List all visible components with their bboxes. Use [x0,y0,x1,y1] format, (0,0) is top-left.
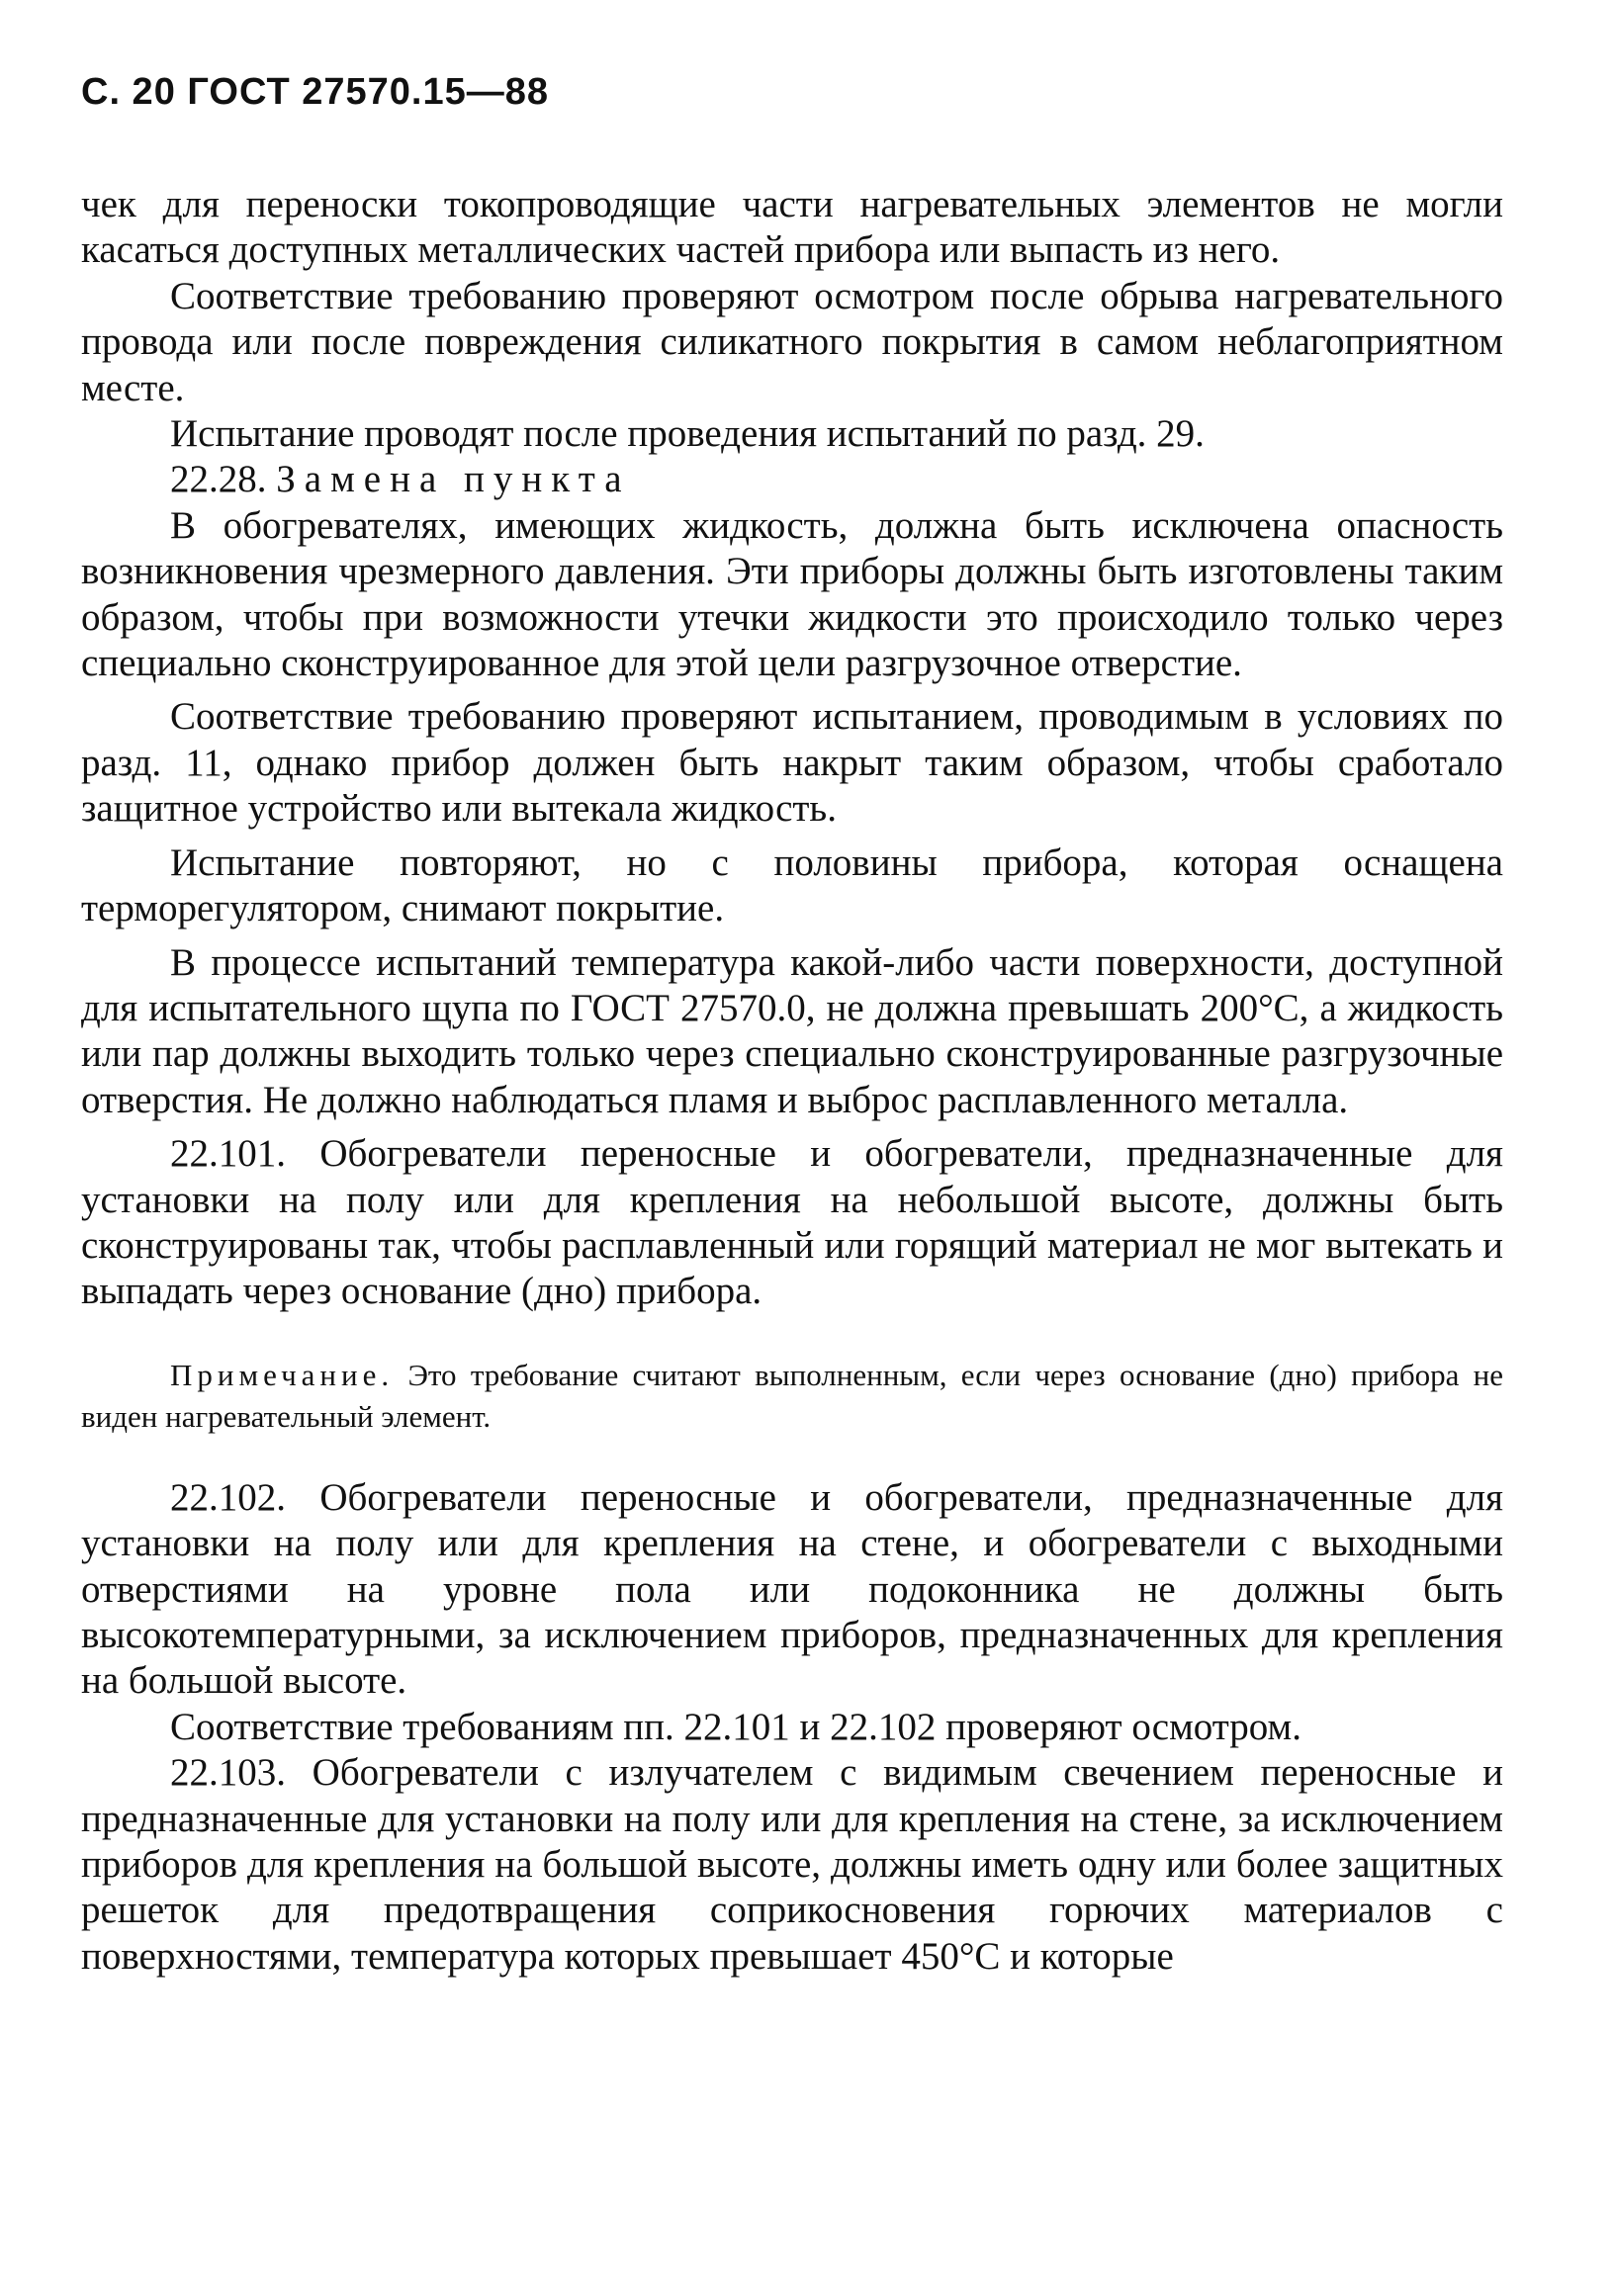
paragraph-compliance-test: Соответствие требованию проверяют испытанием, проводимым в условиях по разд. 11, однако прибор должен быть накрыт таким образом, чтобы сработало защитное устройство или вытекала жидкость. [81,695,1503,831]
paragraph-22-103: 22.103. Обогреватели с излучателем с видимым свечением переносные и предназначенные для установки на полу или для крепления на стене, за исключением приборов для крепления на большой высоте, должны иметь одну или более защитных решеток для предотвращения соприкосновения горючих материалов с поверхностями, температура которых превышает 450°С и которые [81,1751,1503,1978]
paragraph-compliance-inspection: Соответствие требованию проверяют осмотром после обрыва нагревательного провода или после повреждения силикатного покрытия в самом неблагоприятном месте. [81,274,1503,409]
paragraph-continuation: чек для переноски токопроводящие части нагревательных элементов не могли касаться доступных металлических частей прибора или выпасть из него. [81,183,1503,272]
paragraph-22-102: 22.102. Обогреватели переносные и обогреватели, предназначенные для установки на полу или для крепления на стене, и обогреватели с выходными отверстиями на уровне пола или подоконника не должны быть высокотемпературными, за исключением приборов, предназначенных для крепления на большой высоте. [81,1475,1503,1703]
note-text: Это требование считают выполненным, если через основание (дно) прибора не виден нагревательный элемент. [81,1357,1503,1434]
document-body [81,182,1503,1980]
paragraph-test-order: Испытание проводят после проведения испытаний по разд. 29. [170,412,1205,456]
note-label: Примечание. [170,1357,395,1392]
paragraph-test-repeat: Испытание повторяют, но с половины прибора, которая оснащена терморегулятором, снимают покрытие. [81,840,1503,930]
paragraph-liquid-heaters: В обогревателях, имеющих жидкость, должна быть исключена опасность возникновения чрезмерного давления. Эти приборы должны быть изготовлены таким образом, чтобы при возможности утечки жидкости это происходило только через специально сконструированное для этой цели разгрузочное отверстие. [81,503,1503,685]
page-header: С. 20 ГОСТ 27570.15—88 [81,71,550,113]
note [81,1355,1503,1438]
section-number: 22.28. [170,458,267,501]
paragraph-compliance-22-101-102: Соответствие требованиям пп. 22.101 и 22.102 проверяют осмотром. [170,1705,1301,1748]
paragraph-22-101: 22.101. Обогреватели переносные и обогреватели, предназначенные для установки на полу или для крепления на небольшой высоте, должны быть сконструированы так, чтобы расплавленный или горящий материал не мог вытекать и выпадать через основание (дно) прибора. [81,1132,1503,1313]
section-heading-text: Замена пункта [276,458,631,501]
paragraph-temperature-limit: В процессе испытаний температура какой-либо части поверхности, доступной для испытательного щупа по ГОСТ 27570.0, не должна превышать 200°С, а жидкость или пар должны выходить только через специально сконструированные разгрузочные отверстия. Не должно наблюдаться пламя и выброс расплавленного металла. [81,940,1503,1121]
section-heading-22-28 [81,457,1503,502]
